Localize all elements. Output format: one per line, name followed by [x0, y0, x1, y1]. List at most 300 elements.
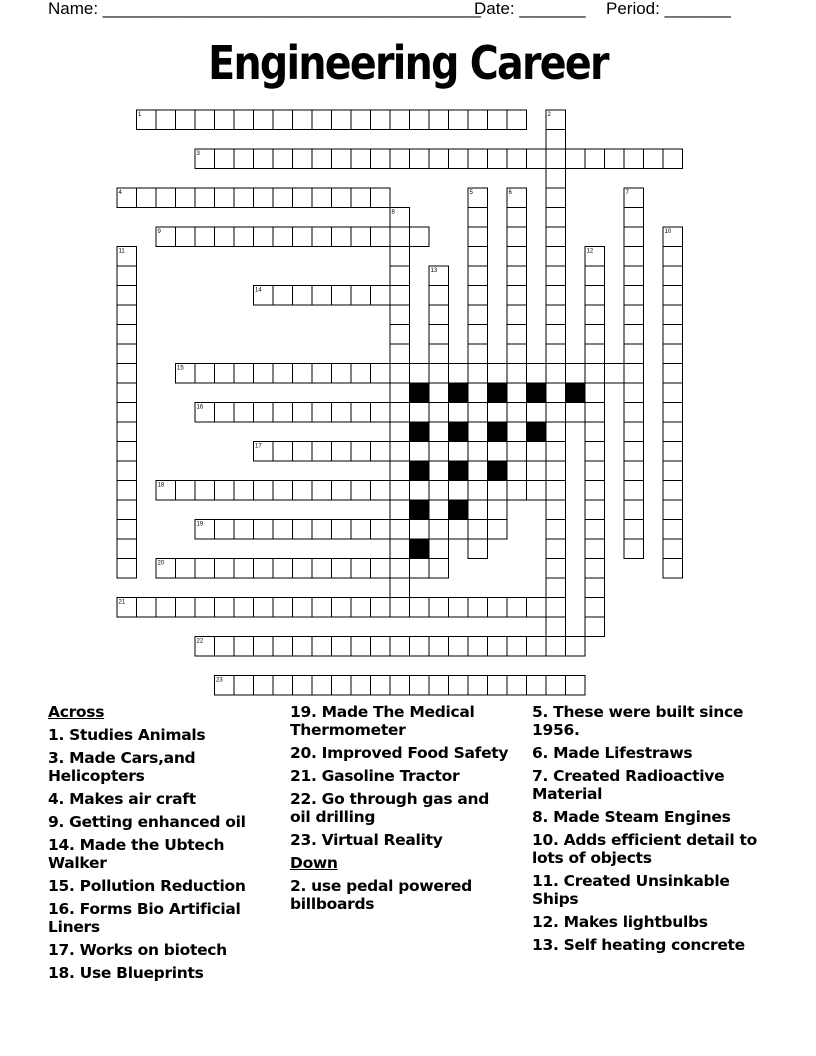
grid-cell[interactable]: [468, 676, 488, 696]
grid-cell[interactable]: [390, 344, 410, 364]
grid-cell[interactable]: [546, 208, 566, 228]
grid-cell[interactable]: [585, 305, 605, 325]
grid-cell[interactable]: [215, 559, 235, 579]
grid-cell[interactable]: [215, 637, 235, 657]
grid-cell[interactable]: [234, 364, 254, 384]
grid-cell[interactable]: [117, 500, 137, 520]
grid-cell[interactable]: [663, 364, 683, 384]
grid-cell[interactable]: [371, 286, 391, 306]
grid-cell[interactable]: [312, 481, 332, 501]
grid-cell[interactable]: [195, 110, 215, 130]
grid-cell[interactable]: [507, 227, 527, 247]
name-field[interactable]: Name: ________________________________________: [48, 0, 481, 18]
grid-cell[interactable]: [410, 442, 430, 462]
grid-cell[interactable]: [624, 500, 644, 520]
grid-cell[interactable]: [624, 344, 644, 364]
grid-cell[interactable]: [351, 676, 371, 696]
grid-cell[interactable]: [215, 149, 235, 169]
grid-cell[interactable]: [546, 442, 566, 462]
grid-cell[interactable]: [585, 149, 605, 169]
grid-cell[interactable]: [468, 520, 488, 540]
grid-cell[interactable]: [663, 442, 683, 462]
grid-cell[interactable]: [234, 403, 254, 423]
grid-cell[interactable]: [507, 461, 527, 481]
grid-cell[interactable]: [663, 344, 683, 364]
grid-cell[interactable]: [527, 637, 547, 657]
grid-cell[interactable]: [351, 364, 371, 384]
grid-cell[interactable]: [468, 325, 488, 345]
grid-cell[interactable]: [273, 286, 293, 306]
grid-cell[interactable]: [390, 149, 410, 169]
grid-cell[interactable]: [390, 325, 410, 345]
grid-cell[interactable]: [429, 481, 449, 501]
grid-cell[interactable]: [429, 442, 449, 462]
grid-cell[interactable]: [546, 149, 566, 169]
grid-cell[interactable]: [546, 481, 566, 501]
grid-cell[interactable]: [488, 110, 508, 130]
grid-cell[interactable]: [293, 149, 313, 169]
grid-cell[interactable]: [488, 442, 508, 462]
grid-cell[interactable]: [546, 325, 566, 345]
grid-cell[interactable]: [488, 637, 508, 657]
grid-cell[interactable]: [585, 598, 605, 618]
grid-cell[interactable]: [449, 637, 469, 657]
grid-cell[interactable]: [410, 364, 430, 384]
grid-cell[interactable]: [215, 364, 235, 384]
grid-cell[interactable]: [429, 559, 449, 579]
grid-cell[interactable]: [332, 520, 352, 540]
grid-cell[interactable]: [234, 227, 254, 247]
grid-cell[interactable]: [371, 676, 391, 696]
grid-cell[interactable]: [546, 266, 566, 286]
grid-cell[interactable]: [546, 559, 566, 579]
grid-cell[interactable]: [312, 286, 332, 306]
grid-cell[interactable]: [585, 500, 605, 520]
grid-cell[interactable]: [254, 188, 274, 208]
grid-cell[interactable]: [585, 344, 605, 364]
grid-cell[interactable]: [468, 247, 488, 267]
grid-cell[interactable]: [488, 500, 508, 520]
grid-cell[interactable]: [332, 676, 352, 696]
grid-cell[interactable]: [507, 403, 527, 423]
grid-cell[interactable]: [312, 188, 332, 208]
date-field[interactable]: Date: _______: [474, 0, 586, 18]
grid-cell[interactable]: [507, 247, 527, 267]
grid-cell[interactable]: [312, 364, 332, 384]
grid-cell[interactable]: [663, 286, 683, 306]
grid-cell[interactable]: [254, 637, 274, 657]
grid-cell[interactable]: [410, 227, 430, 247]
grid-cell[interactable]: [176, 227, 196, 247]
grid-cell[interactable]: [527, 149, 547, 169]
grid-cell[interactable]: [351, 637, 371, 657]
grid-cell[interactable]: [156, 188, 176, 208]
grid-cell[interactable]: [624, 539, 644, 559]
grid-cell[interactable]: [371, 520, 391, 540]
grid-cell[interactable]: [137, 188, 157, 208]
grid-cell[interactable]: [332, 559, 352, 579]
grid-cell[interactable]: [566, 149, 586, 169]
grid-cell[interactable]: [663, 383, 683, 403]
grid-cell[interactable]: [195, 227, 215, 247]
grid-cell[interactable]: [468, 364, 488, 384]
grid-cell[interactable]: [624, 403, 644, 423]
grid-cell[interactable]: [273, 559, 293, 579]
grid-cell[interactable]: [332, 403, 352, 423]
grid-cell[interactable]: [254, 364, 274, 384]
grid-cell[interactable]: [546, 364, 566, 384]
grid-cell[interactable]: [507, 266, 527, 286]
grid-cell[interactable]: [663, 481, 683, 501]
grid-cell[interactable]: [215, 481, 235, 501]
grid-cell[interactable]: [273, 364, 293, 384]
grid-cell[interactable]: [371, 637, 391, 657]
grid-cell[interactable]: [488, 403, 508, 423]
grid-cell[interactable]: [332, 364, 352, 384]
grid-cell[interactable]: [663, 149, 683, 169]
grid-cell[interactable]: [117, 481, 137, 501]
grid-cell[interactable]: [585, 578, 605, 598]
grid-cell[interactable]: [371, 227, 391, 247]
grid-cell[interactable]: [195, 188, 215, 208]
grid-cell[interactable]: [527, 481, 547, 501]
grid-cell[interactable]: [234, 188, 254, 208]
grid-cell[interactable]: [312, 559, 332, 579]
grid-cell[interactable]: [117, 364, 137, 384]
grid-cell[interactable]: [546, 520, 566, 540]
grid-cell[interactable]: [468, 461, 488, 481]
grid-cell[interactable]: [585, 422, 605, 442]
grid-cell[interactable]: [371, 188, 391, 208]
grid-cell[interactable]: [273, 481, 293, 501]
grid-cell[interactable]: [332, 481, 352, 501]
grid-cell[interactable]: [429, 676, 449, 696]
grid-cell[interactable]: [546, 422, 566, 442]
grid-cell[interactable]: [371, 598, 391, 618]
grid-cell[interactable]: [234, 481, 254, 501]
grid-cell[interactable]: [293, 188, 313, 208]
grid-cell[interactable]: [390, 286, 410, 306]
grid-cell[interactable]: [351, 149, 371, 169]
grid-cell[interactable]: [546, 227, 566, 247]
grid-cell[interactable]: [546, 598, 566, 618]
grid-cell[interactable]: [585, 403, 605, 423]
grid-cell[interactable]: [468, 403, 488, 423]
grid-cell[interactable]: [507, 344, 527, 364]
grid-cell[interactable]: [585, 364, 605, 384]
grid-cell[interactable]: [566, 364, 586, 384]
grid-cell[interactable]: [488, 520, 508, 540]
grid-cell[interactable]: [624, 461, 644, 481]
grid-cell[interactable]: [410, 403, 430, 423]
grid-cell[interactable]: [293, 442, 313, 462]
grid-cell[interactable]: [429, 539, 449, 559]
grid-cell[interactable]: [293, 598, 313, 618]
grid-cell[interactable]: [546, 403, 566, 423]
grid-cell[interactable]: [117, 403, 137, 423]
grid-cell[interactable]: [507, 637, 527, 657]
grid-cell[interactable]: [215, 110, 235, 130]
grid-cell[interactable]: [117, 442, 137, 462]
grid-cell[interactable]: [507, 149, 527, 169]
grid-cell[interactable]: [117, 305, 137, 325]
grid-cell[interactable]: [624, 227, 644, 247]
grid-cell[interactable]: [605, 364, 625, 384]
grid-cell[interactable]: [390, 247, 410, 267]
grid-cell[interactable]: [390, 481, 410, 501]
grid-cell[interactable]: [429, 520, 449, 540]
grid-cell[interactable]: [410, 559, 430, 579]
grid-cell[interactable]: [429, 383, 449, 403]
grid-cell[interactable]: [351, 442, 371, 462]
grid-cell[interactable]: [215, 403, 235, 423]
grid-cell[interactable]: [215, 188, 235, 208]
grid-cell[interactable]: [351, 286, 371, 306]
grid-cell[interactable]: [390, 227, 410, 247]
grid-cell[interactable]: [312, 227, 332, 247]
grid-cell[interactable]: [663, 403, 683, 423]
grid-cell[interactable]: [176, 110, 196, 130]
grid-cell[interactable]: [410, 637, 430, 657]
grid-cell[interactable]: [254, 403, 274, 423]
grid-cell[interactable]: [312, 403, 332, 423]
grid-cell[interactable]: [195, 481, 215, 501]
grid-cell[interactable]: [234, 637, 254, 657]
grid-cell[interactable]: [507, 442, 527, 462]
grid-cell[interactable]: [117, 286, 137, 306]
grid-cell[interactable]: [488, 598, 508, 618]
grid-cell[interactable]: [507, 481, 527, 501]
grid-cell[interactable]: [468, 442, 488, 462]
grid-cell[interactable]: [273, 403, 293, 423]
period-field[interactable]: Period: _______: [606, 0, 731, 18]
grid-cell[interactable]: [468, 383, 488, 403]
grid-cell[interactable]: [312, 110, 332, 130]
grid-cell[interactable]: [390, 637, 410, 657]
grid-cell[interactable]: [390, 539, 410, 559]
grid-cell[interactable]: [117, 461, 137, 481]
grid-cell[interactable]: [293, 364, 313, 384]
grid-cell[interactable]: [429, 305, 449, 325]
grid-cell[interactable]: [468, 481, 488, 501]
grid-cell[interactable]: [546, 617, 566, 637]
grid-cell[interactable]: [293, 481, 313, 501]
grid-cell[interactable]: [468, 422, 488, 442]
grid-cell[interactable]: [468, 227, 488, 247]
grid-cell[interactable]: [176, 481, 196, 501]
grid-cell[interactable]: [390, 110, 410, 130]
grid-cell[interactable]: [332, 227, 352, 247]
grid-cell[interactable]: [546, 130, 566, 150]
grid-cell[interactable]: [312, 598, 332, 618]
grid-cell[interactable]: [273, 227, 293, 247]
grid-cell[interactable]: [390, 520, 410, 540]
grid-cell[interactable]: [585, 481, 605, 501]
grid-cell[interactable]: [156, 598, 176, 618]
grid-cell[interactable]: [351, 110, 371, 130]
grid-cell[interactable]: [449, 598, 469, 618]
grid-cell[interactable]: [429, 286, 449, 306]
grid-cell[interactable]: [488, 149, 508, 169]
grid-cell[interactable]: [507, 676, 527, 696]
grid-cell[interactable]: [527, 403, 547, 423]
grid-cell[interactable]: [390, 383, 410, 403]
grid-cell[interactable]: [624, 286, 644, 306]
grid-cell[interactable]: [254, 598, 274, 618]
grid-cell[interactable]: [332, 637, 352, 657]
grid-cell[interactable]: [429, 325, 449, 345]
grid-cell[interactable]: [176, 188, 196, 208]
grid-cell[interactable]: [468, 149, 488, 169]
grid-cell[interactable]: [585, 286, 605, 306]
grid-cell[interactable]: [234, 598, 254, 618]
grid-cell[interactable]: [527, 598, 547, 618]
grid-cell[interactable]: [117, 383, 137, 403]
grid-cell[interactable]: [390, 559, 410, 579]
grid-cell[interactable]: [663, 422, 683, 442]
grid-cell[interactable]: [273, 637, 293, 657]
grid-cell[interactable]: [507, 383, 527, 403]
grid-cell[interactable]: [566, 637, 586, 657]
grid-cell[interactable]: [585, 559, 605, 579]
grid-cell[interactable]: [663, 461, 683, 481]
grid-cell[interactable]: [507, 422, 527, 442]
grid-cell[interactable]: [254, 110, 274, 130]
grid-cell[interactable]: [488, 364, 508, 384]
grid-cell[interactable]: [546, 500, 566, 520]
grid-cell[interactable]: [663, 266, 683, 286]
grid-cell[interactable]: [488, 676, 508, 696]
grid-cell[interactable]: [371, 442, 391, 462]
grid-cell[interactable]: [273, 188, 293, 208]
grid-cell[interactable]: [371, 149, 391, 169]
grid-cell[interactable]: [312, 637, 332, 657]
grid-cell[interactable]: [273, 149, 293, 169]
grid-cell[interactable]: [507, 110, 527, 130]
grid-cell[interactable]: [663, 247, 683, 267]
grid-cell[interactable]: [546, 247, 566, 267]
grid-cell[interactable]: [117, 266, 137, 286]
grid-cell[interactable]: [546, 286, 566, 306]
grid-cell[interactable]: [293, 637, 313, 657]
grid-cell[interactable]: [351, 520, 371, 540]
grid-cell[interactable]: [429, 344, 449, 364]
grid-cell[interactable]: [449, 481, 469, 501]
grid-cell[interactable]: [624, 208, 644, 228]
grid-cell[interactable]: [449, 149, 469, 169]
grid-cell[interactable]: [429, 637, 449, 657]
grid-cell[interactable]: [273, 520, 293, 540]
grid-cell[interactable]: [546, 676, 566, 696]
grid-cell[interactable]: [332, 188, 352, 208]
grid-cell[interactable]: [468, 110, 488, 130]
grid-cell[interactable]: [195, 559, 215, 579]
grid-cell[interactable]: [215, 227, 235, 247]
grid-cell[interactable]: [507, 364, 527, 384]
grid-cell[interactable]: [195, 364, 215, 384]
grid-cell[interactable]: [195, 598, 215, 618]
grid-cell[interactable]: [390, 598, 410, 618]
grid-cell[interactable]: [390, 403, 410, 423]
grid-cell[interactable]: [215, 598, 235, 618]
grid-cell[interactable]: [273, 110, 293, 130]
grid-cell[interactable]: [234, 520, 254, 540]
grid-cell[interactable]: [351, 403, 371, 423]
grid-cell[interactable]: [663, 539, 683, 559]
grid-cell[interactable]: [332, 110, 352, 130]
grid-cell[interactable]: [449, 364, 469, 384]
grid-cell[interactable]: [585, 325, 605, 345]
grid-cell[interactable]: [429, 461, 449, 481]
grid-cell[interactable]: [410, 676, 430, 696]
grid-cell[interactable]: [449, 676, 469, 696]
grid-cell[interactable]: [332, 286, 352, 306]
grid-cell[interactable]: [332, 598, 352, 618]
grid-cell[interactable]: [234, 110, 254, 130]
grid-cell[interactable]: [410, 520, 430, 540]
grid-cell[interactable]: [585, 520, 605, 540]
grid-cell[interactable]: [566, 403, 586, 423]
grid-cell[interactable]: [215, 520, 235, 540]
grid-cell[interactable]: [293, 286, 313, 306]
grid-cell[interactable]: [566, 676, 586, 696]
grid-cell[interactable]: [644, 149, 664, 169]
grid-cell[interactable]: [468, 500, 488, 520]
grid-cell[interactable]: [546, 344, 566, 364]
grid-cell[interactable]: [624, 325, 644, 345]
grid-cell[interactable]: [234, 149, 254, 169]
grid-cell[interactable]: [468, 286, 488, 306]
grid-cell[interactable]: [624, 149, 644, 169]
grid-cell[interactable]: [429, 110, 449, 130]
grid-cell[interactable]: [429, 422, 449, 442]
grid-cell[interactable]: [117, 520, 137, 540]
grid-cell[interactable]: [371, 481, 391, 501]
grid-cell[interactable]: [156, 110, 176, 130]
grid-cell[interactable]: [176, 559, 196, 579]
grid-cell[interactable]: [117, 422, 137, 442]
grid-cell[interactable]: [117, 325, 137, 345]
grid-cell[interactable]: [663, 305, 683, 325]
grid-cell[interactable]: [273, 442, 293, 462]
grid-cell[interactable]: [507, 208, 527, 228]
grid-cell[interactable]: [390, 442, 410, 462]
grid-cell[interactable]: [624, 364, 644, 384]
grid-cell[interactable]: [585, 461, 605, 481]
grid-cell[interactable]: [468, 208, 488, 228]
grid-cell[interactable]: [390, 422, 410, 442]
grid-cell[interactable]: [624, 305, 644, 325]
grid-cell[interactable]: [507, 286, 527, 306]
grid-cell[interactable]: [410, 598, 430, 618]
grid-cell[interactable]: [410, 481, 430, 501]
grid-cell[interactable]: [546, 383, 566, 403]
grid-cell[interactable]: [273, 598, 293, 618]
grid-cell[interactable]: [468, 598, 488, 618]
grid-cell[interactable]: [312, 442, 332, 462]
grid-cell[interactable]: [585, 266, 605, 286]
grid-cell[interactable]: [663, 325, 683, 345]
grid-cell[interactable]: [273, 676, 293, 696]
grid-cell[interactable]: [527, 442, 547, 462]
grid-cell[interactable]: [176, 598, 196, 618]
grid-cell[interactable]: [390, 578, 410, 598]
grid-cell[interactable]: [293, 559, 313, 579]
grid-cell[interactable]: [449, 520, 469, 540]
grid-cell[interactable]: [663, 559, 683, 579]
grid-cell[interactable]: [507, 598, 527, 618]
grid-cell[interactable]: [624, 266, 644, 286]
